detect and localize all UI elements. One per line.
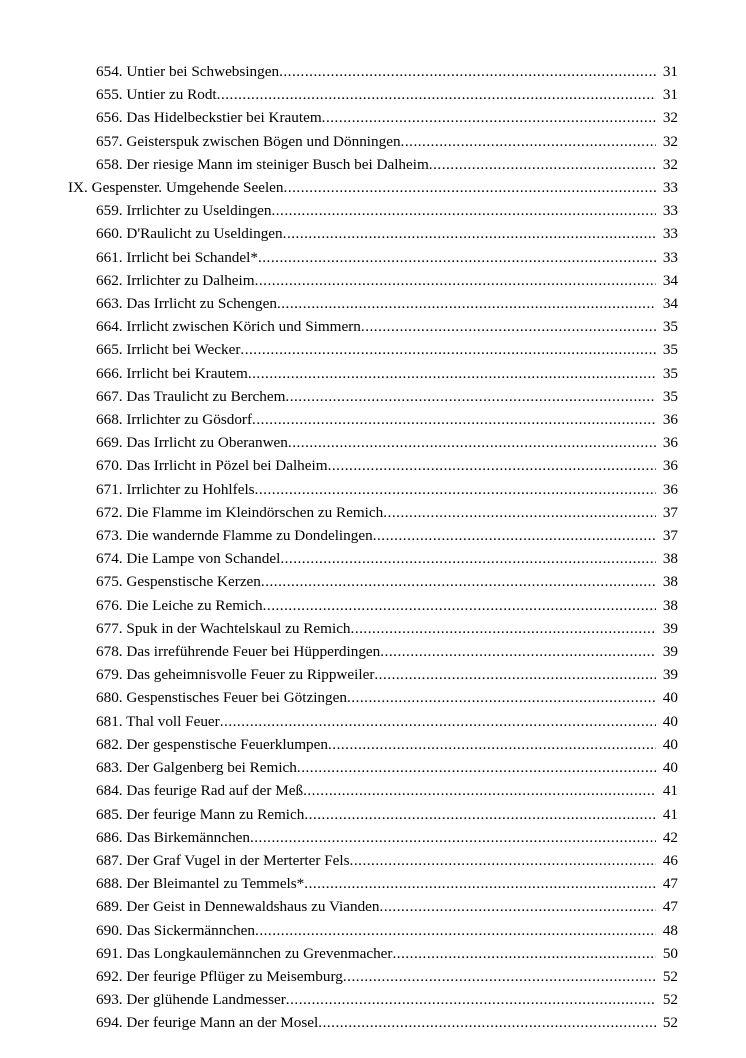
toc-page-number: 31: [662, 63, 678, 80]
toc-entry[interactable]: [68, 617, 678, 640]
toc-entry[interactable]: [68, 547, 678, 570]
toc-entry-label: 670. Das Irrlicht in Pözel bei Dalheim: [96, 457, 328, 475]
toc-leader-dots: [429, 153, 656, 176]
toc-leader-dots: [263, 594, 656, 617]
toc-entry-label: 672. Die Flamme im Kleindörschen zu Remich: [96, 503, 384, 521]
toc-leader-dots: [318, 1011, 656, 1034]
toc-leader-dots: [322, 106, 656, 129]
toc-entry[interactable]: [68, 710, 678, 733]
toc-entry[interactable]: [68, 803, 678, 826]
toc-leader-dots: [279, 60, 656, 83]
toc-entry-label: 666. Irrlicht bei Krautem: [96, 364, 248, 382]
toc-entry[interactable]: [68, 269, 678, 292]
toc-page-number: 34: [662, 295, 678, 313]
toc-entry[interactable]: [68, 130, 678, 153]
toc-entry[interactable]: [68, 385, 678, 408]
toc-entry-label: 678. Das irreführende Feuer bei Hüpperdingen: [96, 643, 381, 661]
toc-leader-dots: [255, 478, 656, 501]
toc-leader-dots: [286, 988, 656, 1011]
toc-leader-dots: [351, 617, 656, 640]
toc-page-number: 40: [662, 759, 678, 777]
toc-entry-label: 688. Der Bleimantel zu Temmels*: [96, 875, 305, 893]
toc-leader-dots: [401, 130, 656, 153]
toc-entry[interactable]: [68, 849, 678, 872]
toc-leader-dots: [350, 849, 656, 872]
toc-leader-dots: [240, 338, 656, 361]
toc-entry-label: 687. Der Graf Vugel in der Merterter Fels: [96, 851, 350, 869]
toc-entry[interactable]: [68, 733, 678, 756]
toc-entry-label: 654. Untier bei Schwebsingen: [96, 63, 280, 80]
toc-entry-label: 668. Irrlichter zu Gösdorf: [96, 411, 253, 429]
toc-page-number: 39: [662, 619, 678, 637]
toc-leader-dots: [383, 501, 656, 524]
toc-entry-label: 657. Geisterspuk zwischen Bögen und Dönningen: [96, 132, 401, 150]
toc-page-number: 41: [662, 782, 678, 800]
toc-page-number: 37: [662, 527, 678, 545]
toc-entry-label: 663. Das Irrlicht zu Schengen: [96, 295, 277, 313]
toc-leader-dots: [248, 362, 656, 385]
toc-page-number: 35: [662, 341, 678, 359]
toc-page-number: 52: [662, 991, 678, 1009]
toc-entry-label: 659. Irrlichter zu Useldingen: [96, 202, 272, 220]
toc-page-number: 41: [662, 805, 678, 823]
toc-page-number: 35: [662, 364, 678, 382]
toc-entry[interactable]: [68, 83, 678, 106]
toc-list: [68, 60, 678, 1035]
toc-leader-dots: [280, 547, 656, 570]
toc-entry[interactable]: [68, 408, 678, 431]
toc-entry[interactable]: [68, 362, 678, 385]
toc-page-number: 50: [662, 944, 678, 962]
toc-entry[interactable]: [68, 663, 678, 686]
toc-leader-dots: [328, 733, 656, 756]
toc-leader-dots: [285, 385, 656, 408]
toc-leader-dots: [217, 83, 656, 106]
toc-entry-label: 679. Das geheimnisvolle Feuer zu Rippweiler: [96, 666, 375, 684]
toc-entry-label: 684. Das feurige Rad auf der Meß: [96, 782, 304, 800]
toc-entry-label: 680. Gespenstisches Feuer bei Götzingen: [96, 689, 347, 707]
toc-entry[interactable]: [68, 640, 678, 663]
toc-entry[interactable]: [68, 942, 678, 965]
toc-entry-label: 677. Spuk in der Wachtelskaul zu Remich: [96, 619, 351, 637]
toc-entry[interactable]: [68, 919, 678, 942]
toc-entry-label: 655. Untier zu Rodt: [96, 86, 217, 104]
toc-leader-dots: [374, 663, 656, 686]
toc-entry-label: 683. Der Galgenberg bei Remich: [96, 759, 297, 777]
toc-entry-label: 665. Irrlicht bei Wecker: [96, 341, 241, 359]
toc-entry-label: 675. Gespenstische Kerzen: [96, 573, 261, 591]
toc-leader-dots: [258, 246, 656, 269]
toc-leader-dots: [303, 779, 656, 802]
toc-leader-dots: [373, 524, 656, 547]
toc-entry-label: 661. Irrlicht bei Schandel*: [96, 248, 258, 266]
toc-leader-dots: [252, 408, 656, 431]
toc-leader-dots: [361, 315, 656, 338]
toc-page-number: 36: [662, 480, 678, 498]
toc-page-number: 42: [662, 828, 678, 846]
toc-entry-label: 685. Der feurige Mann zu Remich: [96, 805, 305, 823]
toc-page-number: 32: [662, 155, 678, 173]
toc-leader-dots: [220, 710, 656, 733]
toc-entry-label: 658. Der riesige Mann im steiniger Busch bei Dalheim: [96, 155, 429, 173]
toc-entry[interactable]: [68, 594, 678, 617]
toc-entry[interactable]: [68, 570, 678, 593]
toc-entry[interactable]: [68, 106, 678, 129]
toc-page-number: 34: [662, 271, 678, 289]
toc-entry[interactable]: [68, 895, 678, 918]
toc-entry[interactable]: [68, 686, 678, 709]
toc-entry-label: 664. Irrlicht zwischen Körich und Simmern: [96, 318, 361, 336]
toc-page-number: 39: [662, 666, 678, 684]
toc-page-number: 47: [662, 898, 678, 916]
toc-entry[interactable]: [68, 199, 678, 222]
toc-page-number: 37: [662, 503, 678, 521]
toc-page-number: 36: [662, 411, 678, 429]
toc-leader-dots: [271, 199, 656, 222]
toc-leader-dots: [283, 222, 656, 245]
toc-page-number: 38: [662, 573, 678, 591]
toc-entry[interactable]: [68, 872, 678, 895]
toc-leader-dots: [277, 292, 656, 315]
toc-entry[interactable]: [68, 315, 678, 338]
toc-leader-dots: [304, 872, 656, 895]
toc-page-number: 40: [662, 735, 678, 753]
toc-page-number: 40: [662, 689, 678, 707]
toc-page-number: 35: [662, 387, 678, 405]
toc-entry-label: 693. Der glühende Landmesser: [96, 991, 286, 1009]
toc-page-number: 35: [662, 318, 678, 336]
toc-leader-dots: [284, 176, 656, 199]
toc-entry-label: 686. Das Birkemännchen: [96, 828, 250, 846]
toc-leader-dots: [328, 454, 656, 477]
toc-leader-dots: [380, 640, 656, 663]
toc-leader-dots: [347, 686, 656, 709]
toc-entry[interactable]: [68, 153, 678, 176]
toc-entry[interactable]: [68, 454, 678, 477]
toc-entry[interactable]: [68, 1011, 678, 1034]
toc-entry-label: IX. Gespenster. Umgehende Seelen: [68, 179, 284, 197]
toc-page-number: 52: [662, 1014, 678, 1032]
toc-entry[interactable]: [68, 826, 678, 849]
toc-section-entry[interactable]: [68, 176, 678, 199]
toc-entry-label: 662. Irrlichter zu Dalheim: [96, 271, 255, 289]
toc-page-number: 40: [662, 712, 678, 730]
toc-entry[interactable]: [68, 222, 678, 245]
toc-leader-dots: [343, 965, 656, 988]
toc-page-number: 33: [662, 225, 678, 243]
toc-entry-label: 689. Der Geist in Dennewaldshaus zu Vianden: [96, 898, 380, 916]
toc-leader-dots: [255, 919, 656, 942]
toc-entry-label: 676. Die Leiche zu Remich: [96, 596, 263, 614]
toc-entry[interactable]: [68, 60, 678, 83]
toc-page-number: 32: [662, 109, 678, 127]
toc-entry[interactable]: [68, 501, 678, 524]
toc-entry[interactable]: [68, 431, 678, 454]
toc-entry[interactable]: [68, 779, 678, 802]
toc-page-number: 48: [662, 921, 678, 939]
toc-entry[interactable]: [68, 524, 678, 547]
toc-leader-dots: [261, 570, 656, 593]
toc-leader-dots: [297, 756, 656, 779]
toc-entry-label: 682. Der gespenstische Feuerklumpen: [96, 735, 328, 753]
toc-page-number: 36: [662, 434, 678, 452]
toc-page-number: 52: [662, 967, 678, 985]
toc-leader-dots: [392, 942, 656, 965]
toc-leader-dots: [250, 826, 656, 849]
toc-page-number: 33: [662, 179, 678, 197]
toc-page-number: 32: [662, 132, 678, 150]
toc-entry[interactable]: [68, 478, 678, 501]
toc-entry[interactable]: [68, 988, 678, 1011]
toc-entry-label: 674. Die Lampe von Schandel: [96, 550, 281, 568]
toc-entry-label: 694. Der feurige Mann an der Mosel: [96, 1014, 319, 1032]
toc-entry-label: 692. Der feurige Pflüger zu Meisemburg: [96, 967, 343, 985]
toc-entry-label: 656. Das Hidelbeckstier bei Krautem: [96, 109, 322, 127]
toc-entry-label: 669. Das Irrlicht zu Oberanwen: [96, 434, 288, 452]
toc-entry[interactable]: [68, 965, 678, 988]
toc-page-number: 46: [662, 851, 678, 869]
toc-entry-label: 691. Das Longkaulemännchen zu Grevenmacher: [96, 944, 393, 962]
toc-entry-label: 671. Irrlichter zu Hohlfels: [96, 480, 255, 498]
toc-leader-dots: [380, 895, 656, 918]
toc-page-number: 47: [662, 875, 678, 893]
toc-entry-label: 690. Das Sickermännchen: [96, 921, 256, 939]
toc-entry-label: 673. Die wandernde Flamme zu Dondelingen: [96, 527, 373, 545]
toc-page-number: 33: [662, 202, 678, 220]
toc-page-number: 39: [662, 643, 678, 661]
toc-entry[interactable]: [68, 292, 678, 315]
toc-page-number: 33: [662, 248, 678, 266]
toc-page-number: 31: [662, 86, 678, 104]
toc-page-number: 38: [662, 596, 678, 614]
toc-entry-label: 660. D'Raulicht zu Useldingen: [96, 225, 283, 243]
toc-entry[interactable]: [68, 246, 678, 269]
toc-entry-label: 667. Das Traulicht zu Berchem: [96, 387, 286, 405]
toc-entry[interactable]: [68, 756, 678, 779]
toc-leader-dots: [304, 803, 656, 826]
toc-page-number: 36: [662, 457, 678, 475]
toc-entry-label: 681. Thal voll Feuer: [96, 712, 220, 730]
toc-leader-dots: [288, 431, 656, 454]
toc-leader-dots: [255, 269, 656, 292]
toc-page-number: 38: [662, 550, 678, 568]
toc-entry[interactable]: [68, 338, 678, 361]
